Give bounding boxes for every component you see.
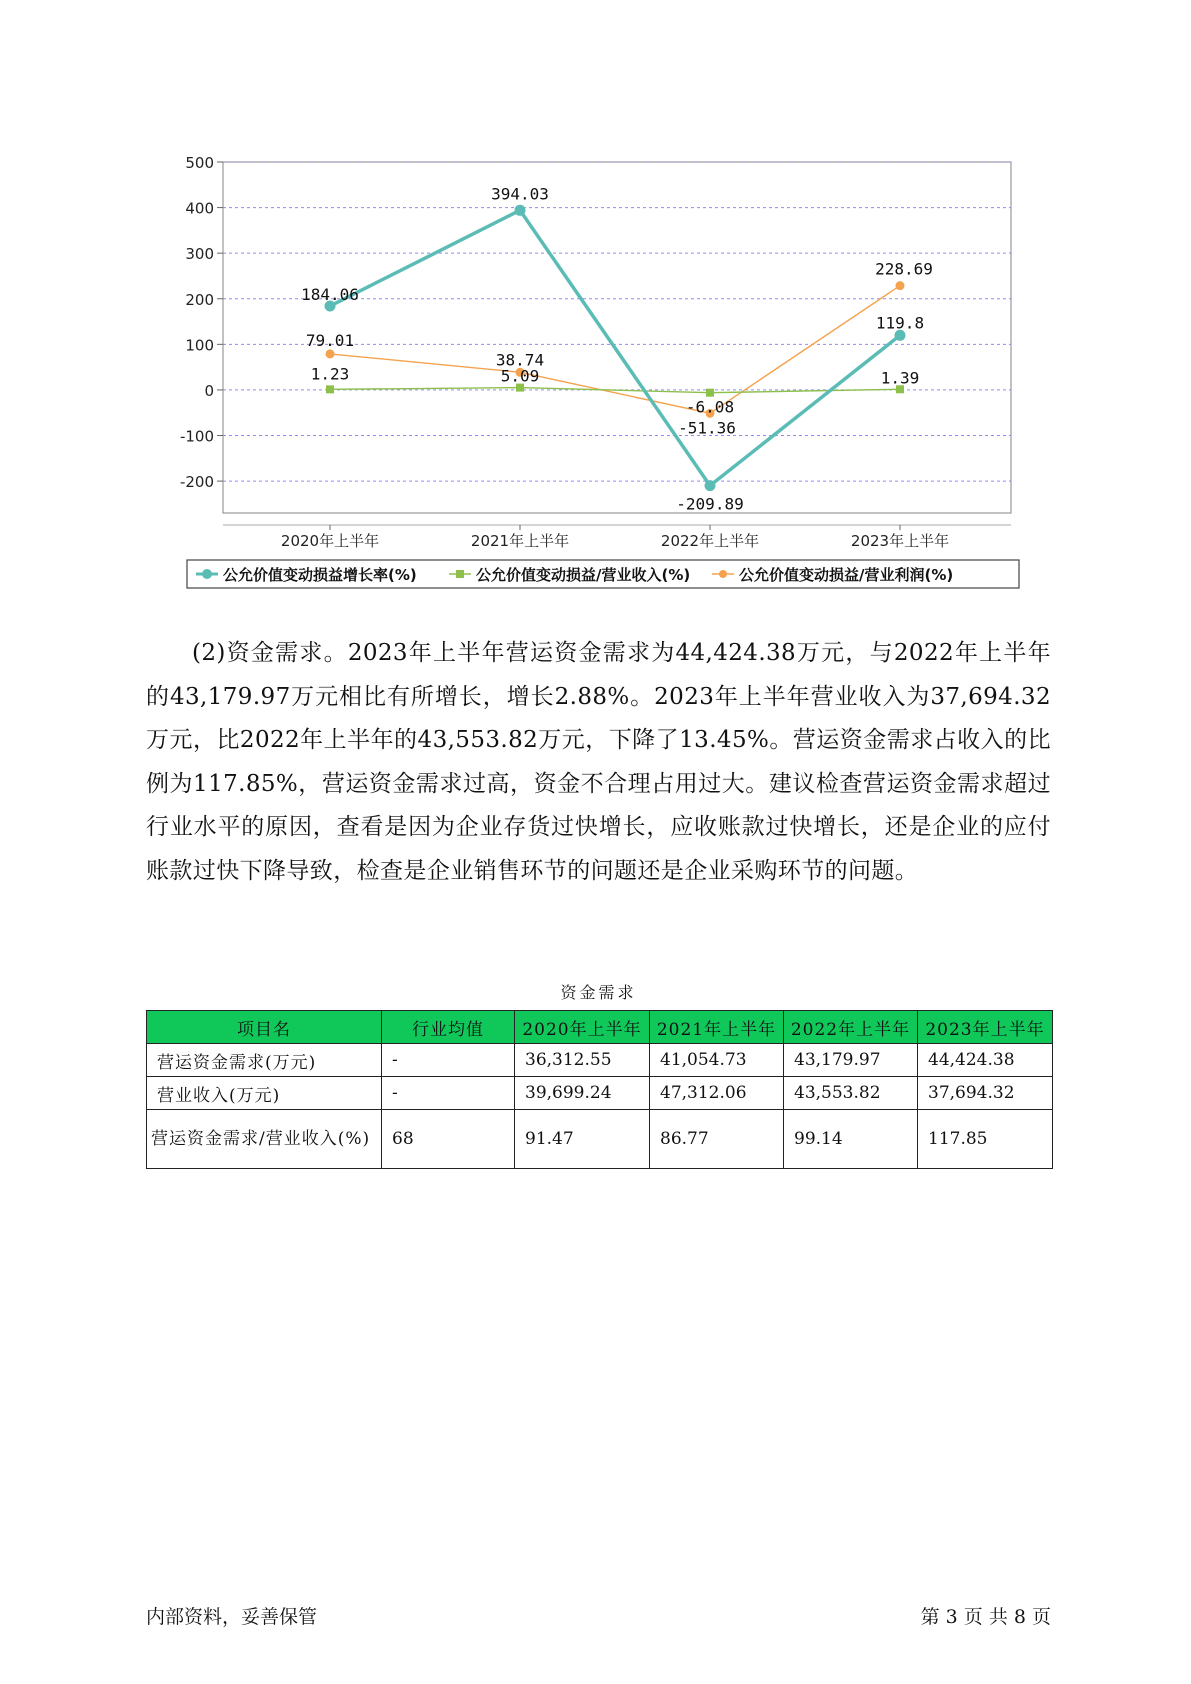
cell: 117.85 [918, 1110, 1053, 1169]
cell: 99.14 [784, 1110, 918, 1169]
header-2020h1: 2020年上半年 [515, 1011, 650, 1044]
cell: - [382, 1044, 515, 1077]
data-label: -209.89 [676, 494, 744, 514]
legend-label: 公允价值变动损益增长率(%) [223, 566, 417, 584]
y-tick-label: 300 [185, 245, 214, 264]
x-tick-label: 2020年上半年 [280, 532, 380, 550]
table-row [147, 1044, 1053, 1077]
data-point [326, 349, 335, 358]
header-2023h1: 2023年上半年 [918, 1011, 1053, 1044]
table-header-row [147, 1011, 1053, 1044]
header-industry-avg: 行业均值 [382, 1011, 515, 1044]
cell: 41,054.73 [650, 1044, 784, 1077]
footer-page-number: 第 3 页 共 8 页 [920, 1606, 1051, 1628]
line-chart [0, 0, 1191, 600]
x-tick-label: 2022年上半年 [660, 532, 760, 550]
data-label: 38.74 [495, 350, 545, 370]
cell: 91.47 [515, 1110, 650, 1169]
data-point [515, 205, 526, 216]
data-label: 184.06 [301, 285, 359, 305]
y-tick-label: 500 [185, 154, 214, 172]
data-label: 119.8 [875, 313, 925, 333]
y-tick-label: 200 [185, 290, 214, 309]
data-label: -51.36 [678, 418, 736, 438]
y-tick-label: 100 [185, 336, 214, 355]
data-label: 228.69 [875, 259, 933, 279]
legend-swatch-marker [202, 569, 212, 579]
table-row [147, 1110, 1053, 1169]
cell: 营业收入(万元) [147, 1077, 382, 1110]
funding-demand-paragraph: (2)资金需求。2023年上半年营运资金需求为44,424.38万元，与2022年上半年的43,179.97万元相比有所增长，增长2.88%。2023年上半年营业收入为37,694.32万元，比2022年上半年的43,553.82万元，下降了13.45%。营运资金需求占收入的比例为117.85%，营运资金需求过高，资金不合理占用过大。建议检查营运资金需求超过行业水平的原因，查看是因为企业存货过快增长，应收账款过快增长，还是企业的应付账款过快下降导致，检查是企业销售环节的问题还是企业采购环节的问题。 [146, 640, 1051, 884]
cell: 39,699.24 [515, 1077, 650, 1110]
cell: 68 [382, 1110, 515, 1169]
x-tick-label: 2021年上半年 [470, 532, 570, 550]
funding-demand-table [146, 1010, 1053, 1169]
x-tick-label: 2023年上半年 [850, 532, 950, 550]
cell: 43,179.97 [784, 1044, 918, 1077]
cell: 37,694.32 [918, 1077, 1053, 1110]
data-point [706, 389, 714, 397]
cell: 营运资金需求/营业收入(%) [147, 1110, 382, 1169]
data-point [896, 281, 905, 290]
data-label: 1.39 [880, 368, 920, 388]
cell: 43,553.82 [784, 1077, 918, 1110]
data-label: 5.09 [500, 366, 540, 386]
cell: 44,424.38 [918, 1044, 1053, 1077]
data-label: 394.03 [491, 184, 549, 204]
y-tick-label: 400 [185, 199, 214, 218]
data-label: 1.23 [310, 364, 350, 384]
header-2022h1: 2022年上半年 [784, 1011, 918, 1044]
y-tick-label: -100 [179, 427, 214, 446]
data-label: 79.01 [305, 330, 355, 350]
footer-confidential-note: 内部资料，妥善保管 [146, 1606, 318, 1628]
cell: 47,312.06 [650, 1077, 784, 1110]
cell: 36,312.55 [515, 1044, 650, 1077]
legend-label: 公允价值变动损益/营业利润(%) [739, 566, 954, 584]
legend-swatch-marker [719, 570, 727, 578]
legend-label: 公允价值变动损益/营业收入(%) [476, 566, 691, 584]
cell: - [382, 1077, 515, 1110]
header-item-name: 项目名 [147, 1011, 382, 1044]
cell: 营运资金需求(万元) [147, 1044, 382, 1077]
legend-swatch-marker [456, 570, 464, 578]
y-tick-label: 0 [204, 381, 214, 400]
table-caption: 资金需求 [560, 983, 637, 1002]
header-2021h1: 2021年上半年 [650, 1011, 784, 1044]
data-label: -6.08 [685, 397, 735, 417]
data-point [705, 480, 716, 491]
table-row [147, 1077, 1053, 1110]
cell: 86.77 [650, 1110, 784, 1169]
data-point [326, 385, 334, 393]
y-tick-label: -200 [179, 473, 214, 492]
